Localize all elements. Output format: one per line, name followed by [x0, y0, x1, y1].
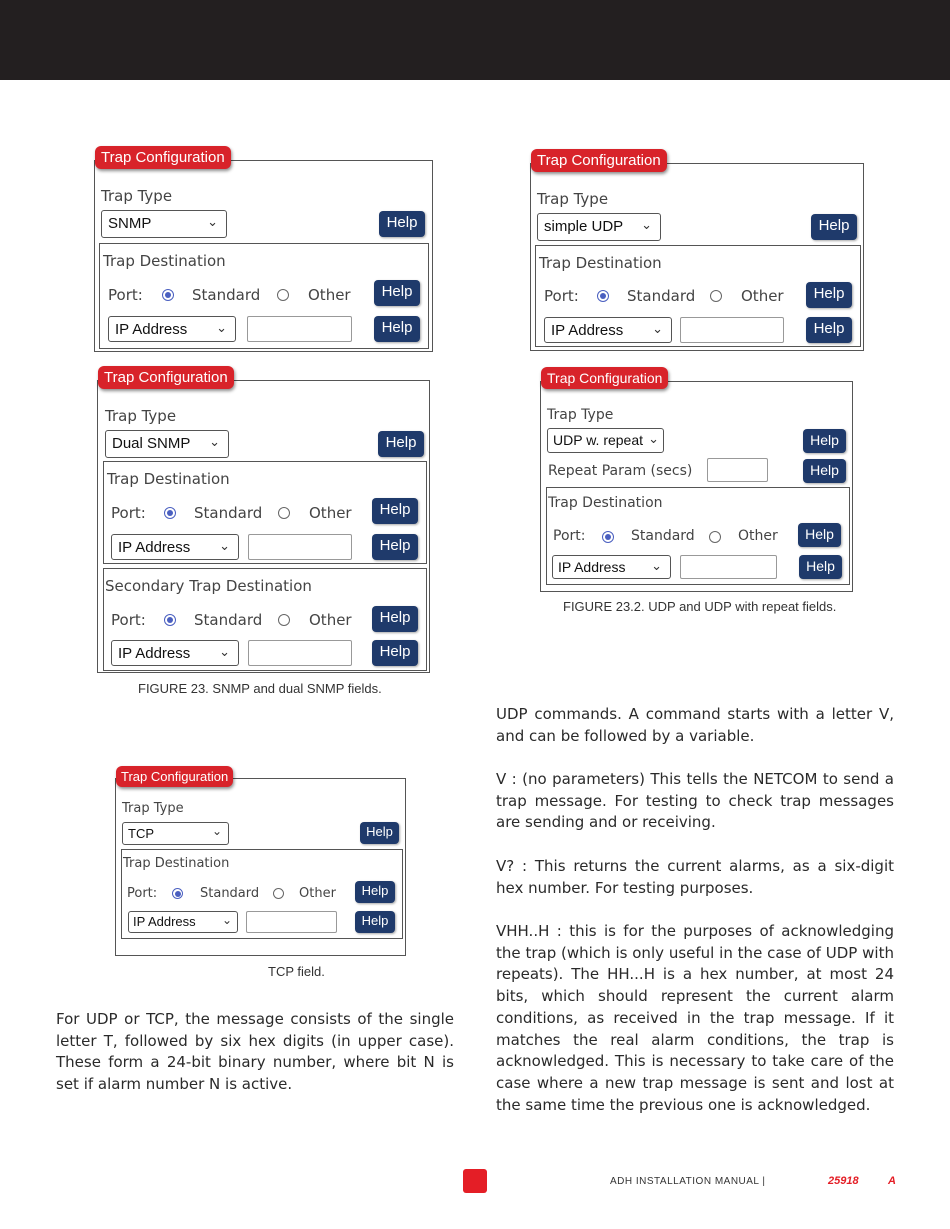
standard-radio[interactable] — [164, 614, 176, 626]
address-help-button[interactable]: Help — [355, 911, 395, 933]
chevron-down-icon: ⌄ — [216, 320, 227, 335]
other-label: Other — [741, 287, 784, 305]
other-label: Other — [299, 886, 336, 901]
chevron-down-icon: ⌄ — [651, 558, 662, 573]
trap-type-label: Trap Type — [101, 187, 173, 205]
address-type-select[interactable]: IP Address ⌄ — [544, 317, 672, 343]
tcp-field-caption: TCP field. — [268, 964, 325, 979]
other-label: Other — [308, 286, 351, 304]
standard-radio[interactable] — [602, 531, 614, 543]
standard-label: Standard — [194, 504, 263, 522]
port-help-button[interactable]: Help — [372, 498, 418, 524]
port-label: Port: — [111, 504, 146, 522]
ip-address-input[interactable] — [680, 555, 777, 579]
trap-destination-box — [99, 243, 429, 349]
trap-destination-box — [535, 245, 861, 347]
trap-type-select[interactable] — [105, 430, 229, 458]
trap-config-title: Trap Configuration — [98, 366, 234, 389]
right-paragraph-1: UDP commands. A command starts with a letter V, and can be followed by a variable. — [496, 705, 894, 745]
help-button[interactable]: Help — [803, 429, 846, 453]
standard-label: Standard — [200, 886, 260, 901]
port-label: Port: — [544, 287, 579, 305]
trap-config-title: Trap Configuration — [116, 766, 233, 787]
trap-config-snmp — [94, 149, 433, 352]
standard-radio[interactable] — [164, 507, 176, 519]
help-button[interactable]: Help — [379, 211, 425, 237]
trap-destination-label: Trap Destination — [123, 856, 230, 871]
other-radio[interactable] — [277, 289, 289, 301]
other-label: Other — [309, 611, 352, 629]
document-number: 25918 — [828, 1175, 859, 1187]
port-help-button[interactable]: Help — [798, 523, 841, 547]
chevron-down-icon: ⌄ — [648, 431, 659, 446]
right-paragraph-2: V : (no parameters) This tells the NETCOM to send a trap message. For testing to check trap messages are sending and or receiving. — [496, 770, 894, 832]
help-button[interactable]: Help — [811, 214, 857, 240]
address-help-button[interactable]: Help — [799, 555, 842, 579]
trap-config-title: Trap Configuration — [531, 149, 667, 172]
secondary-trap-destination-box — [103, 568, 427, 671]
port-label: Port: — [111, 611, 146, 629]
address-type-select[interactable]: IP Address ⌄ — [108, 316, 236, 342]
right-paragraph-4: VHH..H : this is for the purposes of acknowledging the trap (which is only useful in the case of UDP with repeats). The HH...H is a hex number, at most 24 bits, which should represent the current alarm conditions, as received in the trap message. If it matches the real alarm conditions, the trap is acknowledged. This is necessary to take care of the case where a new trap message is sent and lost at the same time the previous one is acknowledged. — [496, 922, 894, 1114]
chevron-down-icon: ⌄ — [219, 538, 230, 553]
trap-type-label: Trap Type — [547, 407, 614, 423]
trap-type-select[interactable] — [122, 822, 229, 845]
standard-label: Standard — [194, 611, 263, 629]
manual-title: ADH INSTALLATION MANUAL | — [610, 1176, 766, 1187]
secondary-destination-label: Secondary Trap Destination — [105, 577, 312, 595]
ip-address-input[interactable] — [247, 316, 352, 342]
chevron-down-icon: ⌄ — [207, 214, 218, 229]
port-help-button[interactable]: Help — [372, 606, 418, 632]
trap-config-title: Trap Configuration — [95, 146, 231, 169]
chevron-down-icon: ⌄ — [219, 644, 230, 659]
other-radio[interactable] — [278, 614, 290, 626]
figure-caption-23: FIGURE 23. SNMP and dual SNMP fields. — [138, 681, 382, 696]
chevron-down-icon: ⌄ — [652, 321, 663, 336]
address-help-button[interactable]: Help — [374, 316, 420, 342]
chevron-down-icon: ⌄ — [221, 913, 232, 927]
repeat-param-input[interactable] — [707, 458, 768, 482]
trap-type-value: SNMP — [108, 215, 152, 232]
port-help-button[interactable]: Help — [355, 881, 395, 903]
trap-destination-box — [546, 487, 850, 585]
help-button[interactable]: Help — [378, 431, 424, 457]
trap-type-value: simple UDP — [544, 218, 624, 235]
chevron-down-icon: ⌄ — [641, 217, 652, 232]
trap-destination-label: Trap Destination — [107, 470, 230, 488]
trap-type-select[interactable] — [101, 210, 227, 238]
standard-label: Standard — [631, 528, 695, 544]
trap-config-dual-snmp — [97, 369, 430, 673]
standard-label: Standard — [192, 286, 261, 304]
trap-type-select[interactable] — [547, 428, 664, 453]
address-help-button[interactable]: Help — [372, 534, 418, 560]
right-paragraph-3: V? : This returns the current alarms, as a six-digit hex number. For testing purposes. — [496, 857, 894, 897]
standard-label: Standard — [627, 287, 696, 305]
address-help-button[interactable]: Help — [806, 317, 852, 343]
port-help-button[interactable]: Help — [374, 280, 420, 306]
revision-letter: A — [888, 1175, 896, 1187]
figure-caption-23-2: FIGURE 23.2. UDP and UDP with repeat fields. — [563, 599, 837, 614]
ip-address-input[interactable] — [680, 317, 784, 343]
port-help-button[interactable]: Help — [806, 282, 852, 308]
other-label: Other — [309, 504, 352, 522]
help-button[interactable]: Help — [360, 822, 399, 844]
trap-config-tcp — [115, 769, 406, 956]
ip-address-input[interactable] — [248, 640, 352, 666]
trap-config-title: Trap Configuration — [541, 367, 668, 389]
standard-radio[interactable] — [162, 289, 174, 301]
address-type-select[interactable]: IP Address ⌄ — [552, 555, 671, 579]
other-radio[interactable] — [710, 290, 722, 302]
other-label: Other — [738, 528, 778, 544]
trap-destination-label: Trap Destination — [103, 252, 226, 270]
trap-destination-label: Trap Destination — [548, 495, 663, 511]
trap-type-label: Trap Type — [122, 801, 184, 816]
address-type-select[interactable]: IP Address ⌄ — [111, 640, 239, 666]
other-radio[interactable] — [709, 531, 721, 543]
repeat-help-button[interactable]: Help — [803, 459, 846, 483]
trap-type-label: Trap Type — [537, 190, 609, 208]
trap-type-select[interactable] — [537, 213, 661, 241]
port-label: Port: — [127, 886, 158, 901]
trap-destination-box — [103, 461, 427, 564]
trap-config-udp-repeat — [540, 370, 853, 592]
header-bar — [0, 0, 950, 80]
trap-type-value: UDP w. repeat — [553, 432, 644, 448]
trap-type-value: Dual SNMP — [112, 435, 191, 452]
port-label: Port: — [108, 286, 143, 304]
trap-destination-label: Trap Destination — [539, 254, 662, 272]
address-type-select[interactable]: IP Address ⌄ — [128, 911, 238, 933]
left-paragraph: For UDP or TCP, the message consists of the single letter T, followed by six hex digits (in upper case). These form a 24-bit binary number, where bit N is set if alarm number N is active. — [56, 1010, 454, 1094]
trap-type-label: Trap Type — [105, 407, 177, 425]
address-type-select[interactable]: IP Address ⌄ — [111, 534, 239, 560]
chevron-down-icon: ⌄ — [211, 824, 222, 838]
standard-radio[interactable] — [597, 290, 609, 302]
other-radio[interactable] — [278, 507, 290, 519]
trap-destination-box — [121, 849, 403, 939]
page-marker — [463, 1169, 487, 1193]
chevron-down-icon: ⌄ — [209, 434, 220, 449]
port-label: Port: — [553, 528, 586, 544]
ip-address-input[interactable] — [248, 534, 352, 560]
repeat-param-label: Repeat Param (secs) — [548, 463, 693, 479]
other-radio[interactable] — [273, 888, 284, 899]
trap-type-value: TCP — [128, 826, 154, 841]
standard-radio[interactable] — [172, 888, 183, 899]
trap-config-udp — [530, 152, 864, 351]
ip-address-input[interactable] — [246, 911, 337, 933]
address-help-button[interactable]: Help — [372, 640, 418, 666]
